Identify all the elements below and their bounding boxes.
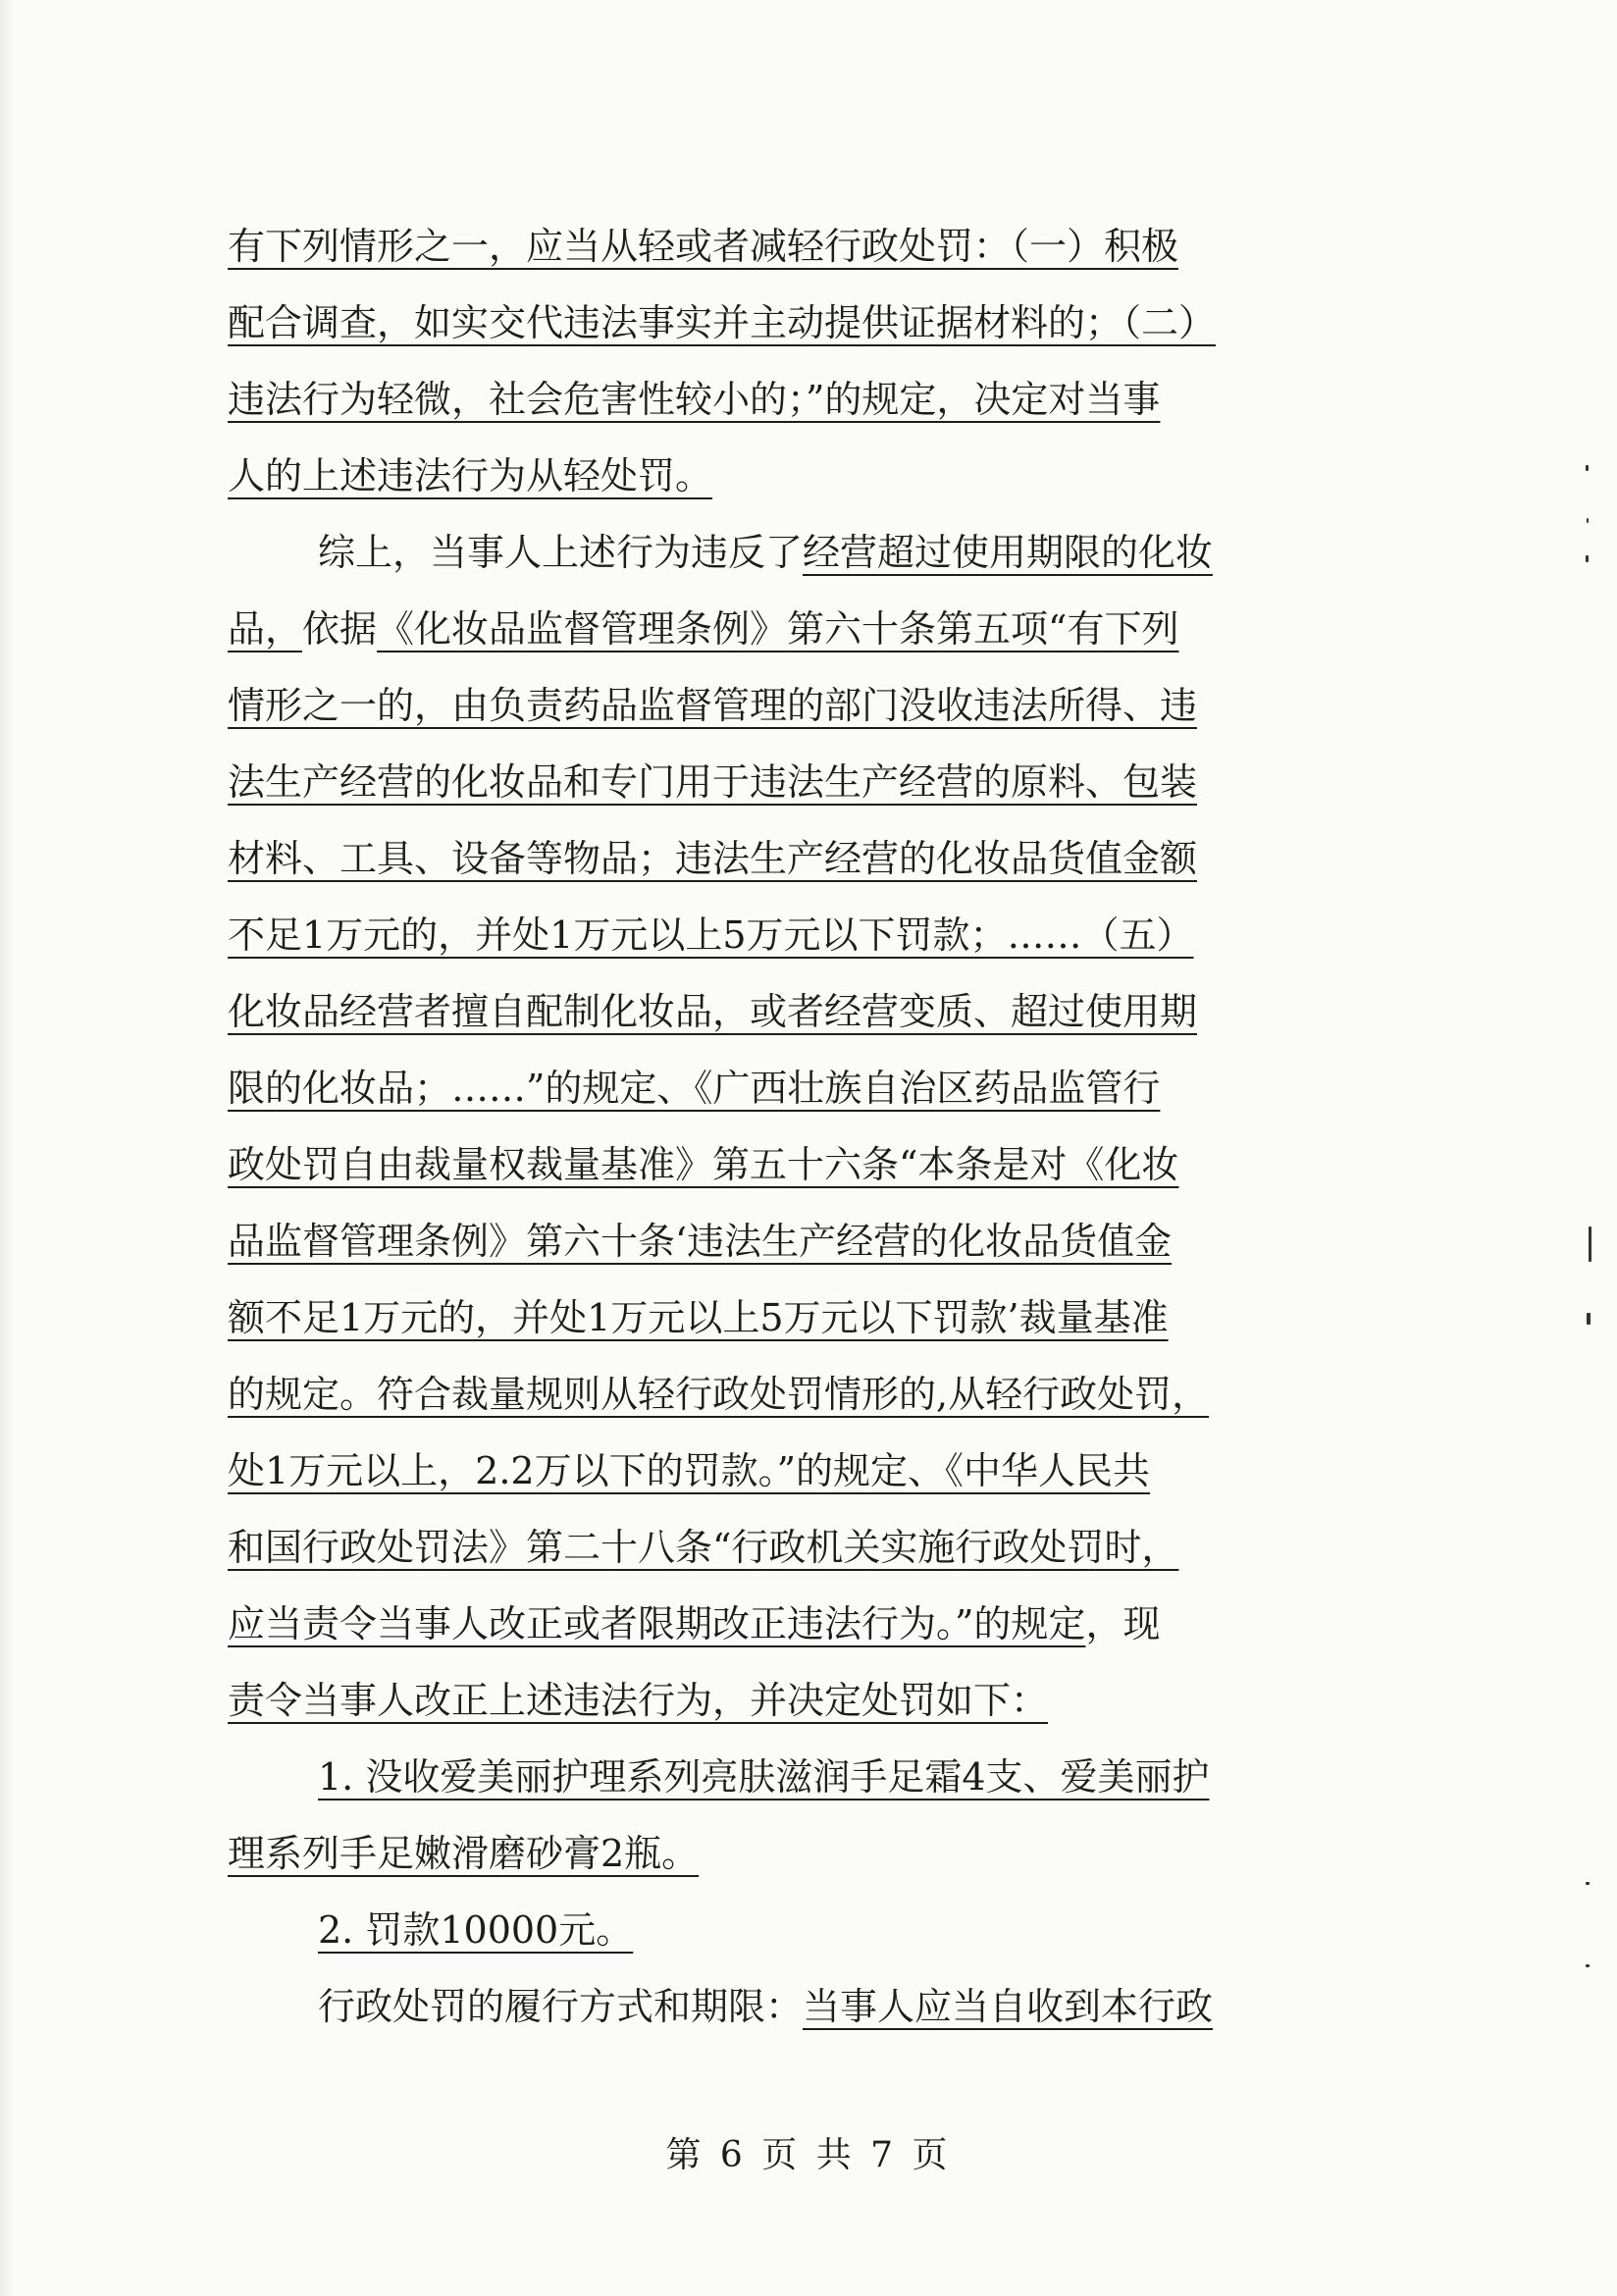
text-line bbox=[228, 208, 1356, 285]
text-segment: 依据 bbox=[302, 607, 378, 651]
underlined-text: 2. 罚款10000元。 bbox=[318, 1908, 634, 1952]
text-line bbox=[228, 1662, 1356, 1739]
text-line bbox=[228, 1739, 1356, 1815]
underlined-text: 《化妆品监督管理条例》第六十条第五项“有下列 bbox=[377, 607, 1179, 651]
text-line bbox=[228, 1050, 1356, 1126]
text-line bbox=[228, 1586, 1356, 1662]
underlined-text: 有下列情形之一，应当从轻或者减轻行政处罚：（一）积极 bbox=[228, 225, 1179, 268]
underlined-text: 责令当事人改正上述违法行为，并决定处罚如下： bbox=[228, 1679, 1049, 1722]
underlined-text: 化妆品经营者擅自配制化妆品，或者经营变质、超过使用期 bbox=[228, 990, 1198, 1033]
text-line bbox=[228, 514, 1356, 591]
text-segment: 行政处罚的履行方式和期限： bbox=[318, 1985, 804, 2028]
underlined-text: 处1万元以上，2.2万以下的罚款。”的规定、《中华人民共 bbox=[228, 1449, 1151, 1492]
underlined-text: 材料、工具、设备等物品；违法生产经营的化妆品货值金额 bbox=[228, 837, 1198, 880]
underlined-text: 违法行为轻微，社会危害性较小的；”的规定，决定对当事 bbox=[228, 378, 1161, 421]
underlined-text: 额不足1万元的，并处1万元以上5万元以下罚款’裁量基准 bbox=[228, 1296, 1169, 1339]
scan-speck bbox=[1586, 555, 1589, 562]
underlined-text: 经营超过使用期限的化妆 bbox=[803, 531, 1214, 574]
text-line bbox=[228, 667, 1356, 744]
text-line bbox=[228, 1892, 1356, 1968]
underlined-text: 1. 没收爱美丽护理系列亮肤滋润手足霜4支、爱美丽护 bbox=[318, 1755, 1210, 1799]
text-line bbox=[228, 1356, 1356, 1433]
underlined-text: 理系列手足嫩滑磨砂膏2瓶。 bbox=[228, 1832, 700, 1875]
underlined-text: 不足1万元的，并处1万元以上5万元以下罚款；……（五） bbox=[228, 913, 1194, 957]
underlined-text: 配合调查，如实交代违法事实并主动提供证据材料的；（二） bbox=[228, 301, 1217, 344]
scan-speck bbox=[1587, 1313, 1591, 1325]
text-line bbox=[228, 1203, 1356, 1279]
underlined-text: 的规定。符合裁量规则从轻行政处罚情形的,从轻行政处罚， bbox=[228, 1373, 1210, 1416]
underlined-text: 品， bbox=[228, 607, 303, 651]
scan-speck bbox=[1586, 465, 1589, 471]
text-line bbox=[228, 591, 1356, 667]
text-line bbox=[228, 1509, 1356, 1586]
text-line bbox=[228, 744, 1356, 820]
text-line bbox=[228, 438, 1356, 514]
underlined-text: 人的上述违法行为从轻处罚。 bbox=[228, 454, 713, 497]
scan-edge-shadow bbox=[0, 0, 14, 2296]
underlined-text: 限的化妆品；……”的规定、《广西壮族自治区药品监管行 bbox=[228, 1067, 1161, 1110]
text-line bbox=[228, 1815, 1356, 1892]
page-number-footer: 第 6 页 共 7 页 bbox=[665, 2135, 952, 2175]
underlined-text: 当事人应当自收到本行政 bbox=[803, 1985, 1214, 2028]
underlined-text: 应当责令当事人改正或者限期改正违法行为。”的规定 bbox=[228, 1602, 1086, 1645]
text-segment: ，现 bbox=[1085, 1602, 1161, 1645]
underlined-text: 品监督管理条例》第六十条‘违法生产经营的化妆品货值金 bbox=[228, 1220, 1173, 1263]
document-body bbox=[228, 208, 1356, 2045]
text-line bbox=[228, 1126, 1356, 1203]
text-line bbox=[228, 973, 1356, 1050]
underlined-text: 和国行政处罚法》第二十八条“行政机关实施行政处罚时， bbox=[228, 1526, 1179, 1569]
text-segment: 综上，当事人上述行为违反了 bbox=[318, 531, 804, 574]
scan-speck bbox=[1587, 518, 1589, 523]
text-line bbox=[228, 285, 1356, 361]
scan-speck bbox=[1586, 1964, 1590, 1967]
underlined-text: 法生产经营的化妆品和专门用于违法生产经营的原料、包装 bbox=[228, 760, 1198, 804]
text-line bbox=[228, 1279, 1356, 1356]
text-line bbox=[228, 820, 1356, 897]
underlined-text: 政处罚自由裁量权裁量基准》第五十六条“本条是对《化妆 bbox=[228, 1143, 1179, 1186]
text-line bbox=[228, 1433, 1356, 1509]
scan-speck bbox=[1586, 1882, 1590, 1885]
text-line bbox=[228, 1968, 1356, 2045]
text-line bbox=[228, 897, 1356, 973]
underlined-text: 情形之一的，由负责药品监督管理的部门没收违法所得、违 bbox=[228, 684, 1198, 727]
text-line bbox=[228, 361, 1356, 438]
scan-speck bbox=[1589, 1226, 1591, 1262]
